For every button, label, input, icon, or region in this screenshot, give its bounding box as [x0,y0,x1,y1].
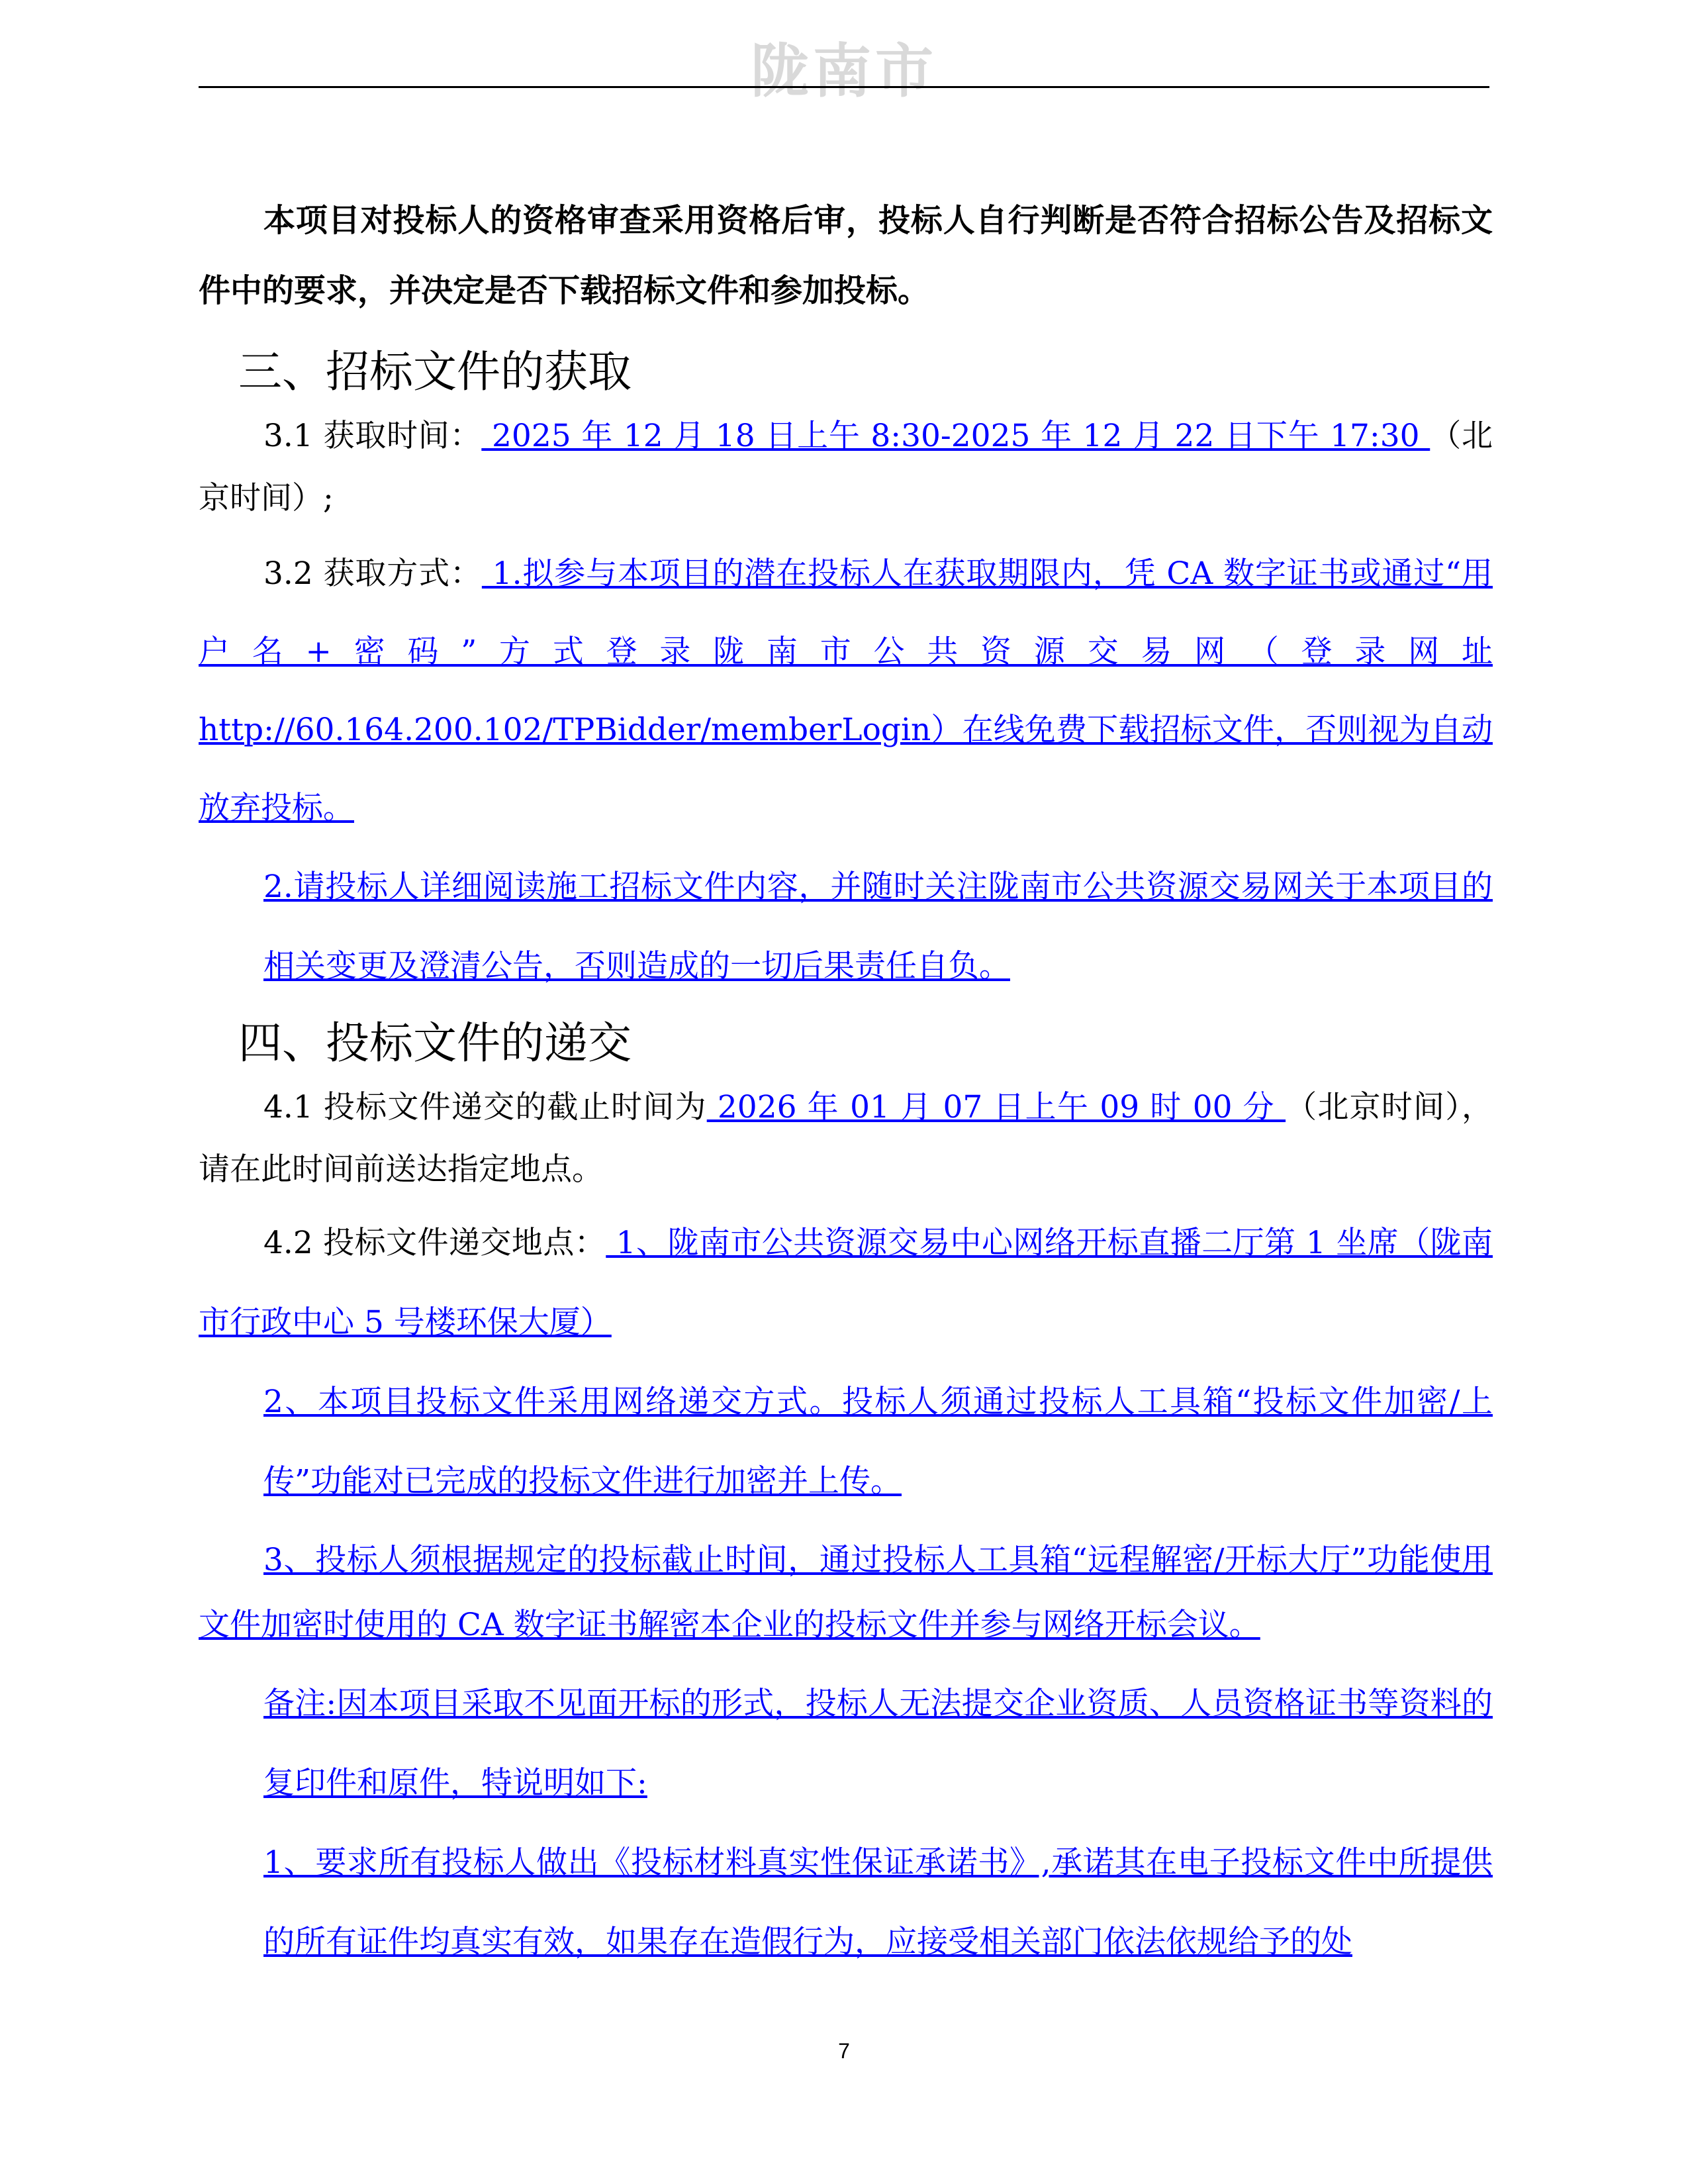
page-body [199,185,1493,1982]
remark-item-1: 1、要求所有投标人做出《投标材料真实性保证承诺书》,承诺其在电子投标文件中所提供的所有证件均真实有效，如果存在造假行为，应接受相关部门依法依规给予的处 [263,1844,1493,1960]
remark-paragraph: 备注:因本项目采取不见面开标的形式，投标人无法提交企业资质、人员资格证书等资料的复印件和原件，特说明如下: [263,1685,1493,1801]
page-number: 7 [838,2039,850,2063]
submission-place-label: 4.2 投标文件递交地点： [263,1225,606,1261]
header-watermark: 陇南市 [750,36,937,105]
submission-item-3: 3、投标人须根据规定的投标截止时间，通过投标人工具箱“远程解密/开标大厅”功能使用文件加密时使用的 CA 数字证书解密本企业的投标文件并参与网络开标会议。 [199,1542,1493,1643]
deadline-label: 4.1 投标文件递交的截止时间为 [263,1089,707,1125]
section-3-heading: 三、招标文件的获取 [238,346,632,397]
obtain-time-value: 2025 年 12 月 18 日上午 8:30-2025 年 12 月 22 日下午 17:30 [481,418,1430,454]
obtain-method-label: 3.2 获取方式： [263,555,482,592]
obtain-time-suffix: （北京时间）; [199,418,1493,516]
obtain-time-label: 3.1 获取时间： [263,418,482,454]
deadline-value: 2026 年 01 月 07 日上午 09 时 00 分 [706,1089,1286,1125]
obtain-method-paragraph [199,535,1493,847]
qualification-paragraph: 本项目对投标人的资格审查采用资格后审，投标人自行判断是否符合招标公告及招标文件中的要求，并决定是否下载招标文件和参加投标。 [199,202,1493,309]
submission-place-paragraph [199,1204,1493,1362]
obtain-method-value: 1.拟参与本项目的潜在投标人在获取期限内，凭 CA 数字证书或通过“用户名+密码”方式登录陇南市公共资源交易网（登录网址 http://60.164.200.102/TPBidder/memberLogin）在线免费下载招标文件，否则视为自动放弃投标。 [199,555,1493,826]
submission-item-2: 2、本项目投标文件采用网络递交方式。投标人须通过投标人工具箱“投标文件加密/上传”功能对已完成的投标文件进行加密并上传。 [263,1384,1493,1499]
section-4-heading: 四、投标文件的递交 [238,1018,632,1068]
obtain-method-note: 2.请投标人详细阅读施工招标文件内容，并随时关注陇南市公共资源交易网关于本项目的相关变更及澄清公告，否则造成的一切后果责任自负。 [263,869,1493,984]
header-divider [199,86,1489,88]
submission-place-value: 1、陇南市公共资源交易中心网络开标直播二厅第 1 坐席（陇南市行政中心 5 号楼环保大厦） [199,1225,1493,1341]
deadline-suffix: （北京时间），请在此时间前送达指定地点。 [199,1089,1493,1188]
obtain-time-paragraph [199,405,1493,530]
deadline-paragraph [199,1076,1493,1201]
